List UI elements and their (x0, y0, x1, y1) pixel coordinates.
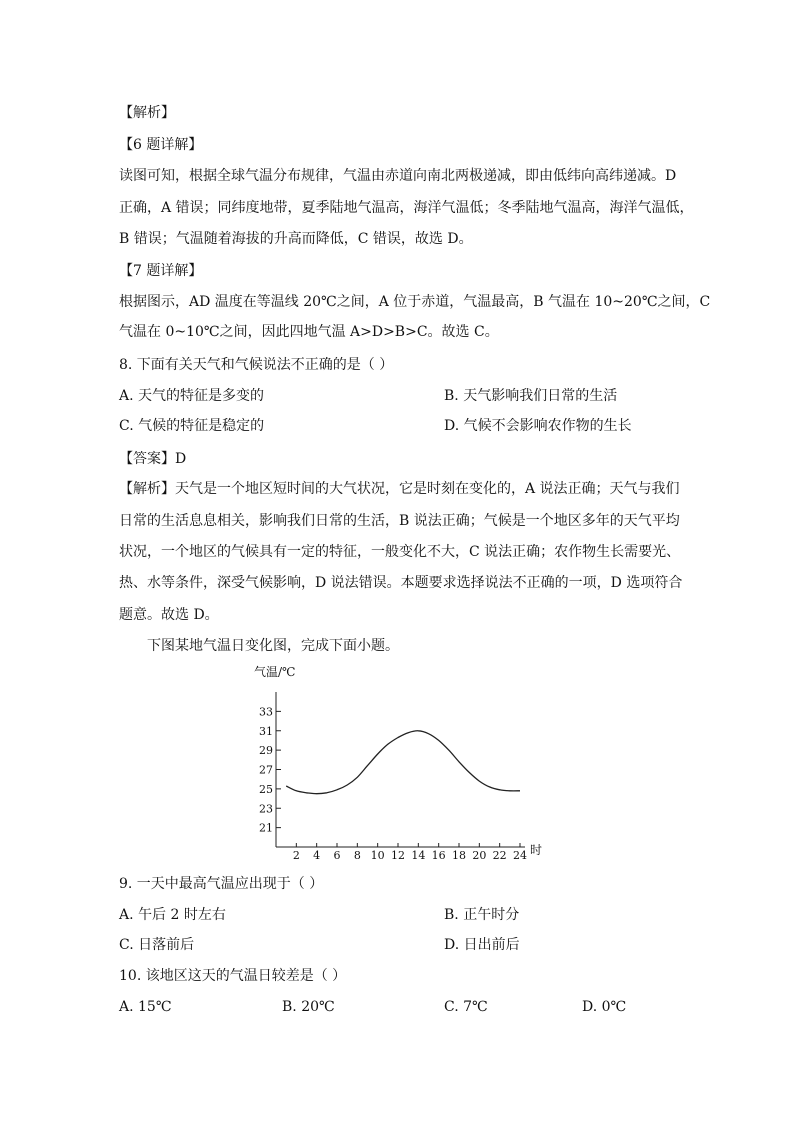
temperature-series-line (286, 731, 520, 794)
q6-line-1: 读图可知，根据全球气温分布规律，气温由赤道向南北两极递减，即由低纬向高纬递减。D (119, 168, 677, 184)
y-tick-label: 25 (259, 782, 273, 796)
q10-option-a: A. 15℃ (119, 999, 172, 1015)
q6-line-2: 正确，A 错误；同纬度地带，夏季陆地气温高，海洋气温低；冬季陆地气温高，海洋气温低， (119, 200, 694, 216)
y-tick-label: 29 (259, 744, 273, 758)
y-tick-label: 27 (259, 763, 273, 777)
x-tick-label: 18 (452, 849, 466, 860)
q7-header: 【7 题详解】 (119, 263, 203, 279)
x-tick-label: 4 (313, 849, 321, 860)
q8-option-b: B. 天气影响我们日常的生活 (444, 388, 618, 404)
q7-line-1: 根据图示，AD 温度在等温线 20℃之间，A 位于赤道，气温最高，B 气温在 10~20℃之间，C (119, 294, 711, 310)
chart-intro: 下图某地气温日变化图，完成下面小题。 (147, 638, 399, 654)
x-tick-label: 2 (292, 849, 300, 860)
x-tick-label: 8 (353, 849, 361, 860)
q8-analysis-line-1: 【解析】天气是一个地区短时间的大气状况，它是时刻在变化的，A 说法正确；天气与我们 (119, 481, 680, 497)
q8-option-a: A. 天气的特征是多变的 (119, 388, 265, 404)
q8-option-c: C. 气候的特征是稳定的 (119, 418, 265, 434)
chart-ylabel: 气温/℃ (254, 665, 296, 679)
q9-option-b: B. 正午时分 (444, 907, 520, 923)
q9-stem: 9. 一天中最高气温应出现于（ ） (119, 876, 324, 892)
q6-line-3: B 错误；气温随着海拔的升高而降低，C 错误，故选 D。 (119, 231, 473, 247)
y-tick-label: 31 (259, 724, 273, 738)
x-tick-label: 24 (513, 849, 527, 860)
q9-option-a: A. 午后 2 时左右 (119, 907, 226, 923)
x-tick-label: 14 (411, 849, 426, 860)
x-tick-label: 10 (370, 849, 385, 860)
chart-xlabel: 时 (530, 843, 543, 857)
y-tick-label: 23 (259, 802, 273, 816)
q8-answer: 【答案】D (119, 451, 187, 467)
q10-stem: 10. 该地区这天的气温日较差是（ ） (119, 968, 347, 984)
analysis-header: 【解析】 (119, 105, 175, 121)
q8-option-d: D. 气候不会影响农作物的生长 (444, 418, 632, 434)
q8-analysis-line-2: 日常的生活息息相关，影响我们日常的生活，B 说法正确；气候是一个地区多年的天气平均 (119, 513, 680, 529)
q10-option-c: C. 7℃ (444, 999, 488, 1015)
q8-analysis-line-3: 状况，一个地区的气候具有一定的特征，一般变化不大，C 说法正确；农作物生长需要光、 (119, 544, 681, 560)
q8-analysis-line-5: 题意。故选 D。 (119, 607, 219, 623)
x-tick-label: 6 (333, 849, 341, 860)
x-tick-label: 12 (391, 849, 405, 860)
y-tick-label: 21 (259, 821, 273, 835)
x-tick-label: 16 (431, 849, 446, 860)
x-tick-label: 20 (472, 849, 487, 860)
temperature-chart (250, 660, 550, 860)
q6-header: 【6 题详解】 (119, 137, 203, 153)
q9-option-c: C. 日落前后 (119, 937, 195, 953)
q7-line-2: 气温在 0~10℃之间，因此四地气温 A>D>B>C。故选 C。 (119, 324, 499, 340)
q8-stem: 8. 下面有关天气和气候说法不正确的是（ ） (119, 357, 394, 373)
q9-option-d: D. 日出前后 (444, 937, 520, 953)
q10-option-b: B. 20℃ (282, 999, 335, 1015)
q8-analysis-line-4: 热、水等条件，深受气候影响，D 说法错误。本题要求选择说法不正确的一项，D 选项符合 (119, 575, 683, 591)
x-tick-label: 22 (492, 849, 507, 860)
y-tick-label: 33 (259, 705, 273, 719)
q10-option-d: D. 0℃ (582, 999, 627, 1015)
